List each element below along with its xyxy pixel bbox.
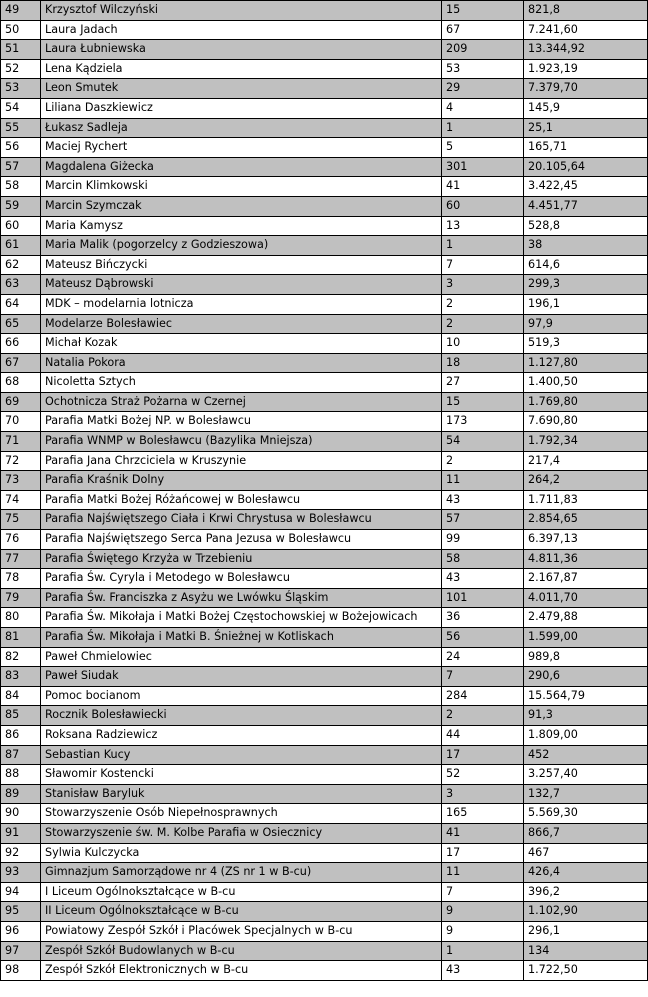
count-cell: 284 — [442, 686, 524, 706]
row-number-cell: 72 — [1, 451, 41, 471]
count-cell: 165 — [442, 804, 524, 824]
table-row — [1, 196, 648, 216]
name-cell: Leon Smutek — [41, 79, 442, 99]
name-cell: Parafia Św. Mikołaja i Matki B. Śnieżnej w Kotliskach — [41, 628, 442, 648]
name-cell: Marcin Szymczak — [41, 196, 442, 216]
name-cell: Nicoletta Sztych — [41, 373, 442, 393]
count-cell: 29 — [442, 79, 524, 99]
amount-cell: 426,4 — [524, 863, 648, 883]
name-cell: Parafia Najświętszego Ciała i Krwi Chrystusa w Bolesławcu — [41, 510, 442, 530]
count-cell: 17 — [442, 843, 524, 863]
count-cell: 43 — [442, 961, 524, 981]
table-row — [1, 941, 648, 961]
name-cell: Stanisław Baryluk — [41, 784, 442, 804]
count-cell: 52 — [442, 765, 524, 785]
name-cell: II Liceum Ogólnokształcące w B-cu — [41, 902, 442, 922]
row-number-cell: 92 — [1, 843, 41, 863]
table-row — [1, 902, 648, 922]
table-row — [1, 471, 648, 491]
count-cell: 7 — [442, 667, 524, 687]
table-row — [1, 510, 648, 530]
name-cell: Natalia Pokora — [41, 353, 442, 373]
name-cell: Laura Jadach — [41, 20, 442, 40]
count-cell: 99 — [442, 530, 524, 550]
amount-cell: 396,2 — [524, 882, 648, 902]
row-number-cell: 81 — [1, 628, 41, 648]
name-cell: Stowarzyszenie Osób Niepełnosprawnych — [41, 804, 442, 824]
name-cell: Łukasz Sadleja — [41, 118, 442, 138]
row-number-cell: 77 — [1, 549, 41, 569]
table-row — [1, 765, 648, 785]
row-number-cell: 94 — [1, 882, 41, 902]
name-cell: Parafia Św. Franciszka z Asyżu we Lwówku Śląskim — [41, 588, 442, 608]
count-cell: 1 — [442, 236, 524, 256]
table-row — [1, 843, 648, 863]
count-cell: 2 — [442, 314, 524, 334]
table-row — [1, 921, 648, 941]
row-number-cell: 58 — [1, 177, 41, 197]
row-number-cell: 66 — [1, 334, 41, 354]
count-cell: 7 — [442, 255, 524, 275]
name-cell: I Liceum Ogólnokształcące w B-cu — [41, 882, 442, 902]
count-cell: 3 — [442, 275, 524, 295]
count-cell: 58 — [442, 549, 524, 569]
table-row — [1, 451, 648, 471]
table-row — [1, 569, 648, 589]
name-cell: Mateusz Dąbrowski — [41, 275, 442, 295]
count-cell: 10 — [442, 334, 524, 354]
amount-cell: 989,8 — [524, 647, 648, 667]
table-row — [1, 353, 648, 373]
name-cell: Parafia Jana Chrzciciela w Kruszynie — [41, 451, 442, 471]
row-number-cell: 51 — [1, 40, 41, 60]
amount-cell: 91,3 — [524, 706, 648, 726]
count-cell: 15 — [442, 1, 524, 21]
name-cell: Sylwia Kulczycka — [41, 843, 442, 863]
count-cell: 1 — [442, 941, 524, 961]
table-row — [1, 784, 648, 804]
amount-cell: 38 — [524, 236, 648, 256]
amount-cell: 13.344,92 — [524, 40, 648, 60]
name-cell: Krzysztof Wilczyński — [41, 1, 442, 21]
amount-cell: 7.379,70 — [524, 79, 648, 99]
name-cell: Lena Kądziela — [41, 59, 442, 79]
name-cell: Ochotnicza Straż Pożarna w Czernej — [41, 392, 442, 412]
table-row — [1, 725, 648, 745]
table-row — [1, 118, 648, 138]
row-number-cell: 65 — [1, 314, 41, 334]
table-row — [1, 745, 648, 765]
row-number-cell: 55 — [1, 118, 41, 138]
count-cell: 54 — [442, 432, 524, 452]
name-cell: Parafia Św. Cyryla i Metodego w Bolesławcu — [41, 569, 442, 589]
table-row — [1, 647, 648, 667]
row-number-cell: 73 — [1, 471, 41, 491]
count-cell: 9 — [442, 902, 524, 922]
name-cell: Maria Malik (pogorzelcy z Godzieszowa) — [41, 236, 442, 256]
table-row — [1, 294, 648, 314]
count-cell: 11 — [442, 471, 524, 491]
amount-cell: 614,6 — [524, 255, 648, 275]
count-cell: 43 — [442, 490, 524, 510]
name-cell: Stowarzyszenie św. M. Kolbe Parafia w Osiecznicy — [41, 823, 442, 843]
amount-cell: 165,71 — [524, 138, 648, 158]
count-cell: 41 — [442, 177, 524, 197]
row-number-cell: 62 — [1, 255, 41, 275]
count-cell: 60 — [442, 196, 524, 216]
amount-cell: 97,9 — [524, 314, 648, 334]
row-number-cell: 60 — [1, 216, 41, 236]
count-cell: 209 — [442, 40, 524, 60]
count-cell: 2 — [442, 451, 524, 471]
amount-cell: 467 — [524, 843, 648, 863]
table-row — [1, 275, 648, 295]
count-cell: 9 — [442, 921, 524, 941]
count-cell: 5 — [442, 138, 524, 158]
count-cell: 11 — [442, 863, 524, 883]
row-number-cell: 84 — [1, 686, 41, 706]
row-number-cell: 67 — [1, 353, 41, 373]
count-cell: 17 — [442, 745, 524, 765]
name-cell: Paweł Siudak — [41, 667, 442, 687]
table-row — [1, 1, 648, 21]
amount-cell: 264,2 — [524, 471, 648, 491]
amount-cell: 528,8 — [524, 216, 648, 236]
table-row — [1, 98, 648, 118]
row-number-cell: 63 — [1, 275, 41, 295]
amount-cell: 20.105,64 — [524, 157, 648, 177]
name-cell: Sławomir Kostencki — [41, 765, 442, 785]
count-cell: 36 — [442, 608, 524, 628]
name-cell: Powiatowy Zespół Szkół i Placówek Specjalnych w B-cu — [41, 921, 442, 941]
name-cell: Parafia Świętego Krzyża w Trzebieniu — [41, 549, 442, 569]
name-cell: MDK – modelarnia lotnicza — [41, 294, 442, 314]
name-cell: Zespół Szkół Elektronicznych w B-cu — [41, 961, 442, 981]
name-cell: Parafia Matki Bożej Różańcowej w Bolesławcu — [41, 490, 442, 510]
amount-cell: 15.564,79 — [524, 686, 648, 706]
table-row — [1, 588, 648, 608]
row-number-cell: 74 — [1, 490, 41, 510]
amount-cell: 821,8 — [524, 1, 648, 21]
row-number-cell: 82 — [1, 647, 41, 667]
amount-cell: 6.397,13 — [524, 530, 648, 550]
amount-cell: 4.811,36 — [524, 549, 648, 569]
row-number-cell: 64 — [1, 294, 41, 314]
name-cell: Mateusz Bińczycki — [41, 255, 442, 275]
table-row — [1, 961, 648, 981]
table-row — [1, 79, 648, 99]
table-row — [1, 40, 648, 60]
count-cell: 15 — [442, 392, 524, 412]
count-cell: 44 — [442, 725, 524, 745]
amount-cell: 7.241,60 — [524, 20, 648, 40]
count-cell: 67 — [442, 20, 524, 40]
amount-cell: 1.792,34 — [524, 432, 648, 452]
amount-cell: 217,4 — [524, 451, 648, 471]
row-number-cell: 83 — [1, 667, 41, 687]
amount-cell: 1.722,50 — [524, 961, 648, 981]
count-cell: 27 — [442, 373, 524, 393]
table-row — [1, 667, 648, 687]
table-row — [1, 59, 648, 79]
name-cell: Roksana Radziewicz — [41, 725, 442, 745]
name-cell: Rocznik Bolesławiecki — [41, 706, 442, 726]
name-cell: Parafia Matki Bożej NP. w Bolesławcu — [41, 412, 442, 432]
amount-cell: 1.127,80 — [524, 353, 648, 373]
row-number-cell: 50 — [1, 20, 41, 40]
table-row — [1, 20, 648, 40]
row-number-cell: 52 — [1, 59, 41, 79]
table-row — [1, 863, 648, 883]
row-number-cell: 68 — [1, 373, 41, 393]
amount-cell: 3.257,40 — [524, 765, 648, 785]
row-number-cell: 59 — [1, 196, 41, 216]
count-cell: 41 — [442, 823, 524, 843]
table-row — [1, 314, 648, 334]
amount-cell: 4.011,70 — [524, 588, 648, 608]
row-number-cell: 57 — [1, 157, 41, 177]
amount-cell: 3.422,45 — [524, 177, 648, 197]
row-number-cell: 70 — [1, 412, 41, 432]
amount-cell: 1.923,19 — [524, 59, 648, 79]
row-number-cell: 54 — [1, 98, 41, 118]
amount-cell: 519,3 — [524, 334, 648, 354]
table-row — [1, 530, 648, 550]
row-number-cell: 91 — [1, 823, 41, 843]
row-number-cell: 80 — [1, 608, 41, 628]
name-cell: Modelarze Bolesławiec — [41, 314, 442, 334]
name-cell: Magdalena Giżecka — [41, 157, 442, 177]
table-row — [1, 373, 648, 393]
row-number-cell: 89 — [1, 784, 41, 804]
count-cell: 101 — [442, 588, 524, 608]
count-cell: 301 — [442, 157, 524, 177]
table-row — [1, 823, 648, 843]
amount-cell: 1.769,80 — [524, 392, 648, 412]
amount-cell: 5.569,30 — [524, 804, 648, 824]
row-number-cell: 95 — [1, 902, 41, 922]
amount-cell: 2.854,65 — [524, 510, 648, 530]
amount-cell: 1.102,90 — [524, 902, 648, 922]
table-row — [1, 882, 648, 902]
name-cell: Michał Kozak — [41, 334, 442, 354]
table-row — [1, 216, 648, 236]
amount-cell: 145,9 — [524, 98, 648, 118]
table-row — [1, 177, 648, 197]
row-number-cell: 79 — [1, 588, 41, 608]
row-number-cell: 97 — [1, 941, 41, 961]
name-cell: Sebastian Kucy — [41, 745, 442, 765]
row-number-cell: 71 — [1, 432, 41, 452]
table-row — [1, 157, 648, 177]
count-cell: 13 — [442, 216, 524, 236]
amount-cell: 25,1 — [524, 118, 648, 138]
count-cell: 2 — [442, 294, 524, 314]
row-number-cell: 96 — [1, 921, 41, 941]
table-row — [1, 138, 648, 158]
count-cell: 173 — [442, 412, 524, 432]
name-cell: Paweł Chmielowiec — [41, 647, 442, 667]
row-number-cell: 78 — [1, 569, 41, 589]
row-number-cell: 98 — [1, 961, 41, 981]
amount-cell: 290,6 — [524, 667, 648, 687]
row-number-cell: 69 — [1, 392, 41, 412]
amount-cell: 296,1 — [524, 921, 648, 941]
amount-cell: 1.599,00 — [524, 628, 648, 648]
name-cell: Zespół Szkół Budowlanych w B-cu — [41, 941, 442, 961]
name-cell: Maria Kamysz — [41, 216, 442, 236]
table-row — [1, 686, 648, 706]
amount-cell: 4.451,77 — [524, 196, 648, 216]
table-row — [1, 706, 648, 726]
count-cell: 18 — [442, 353, 524, 373]
name-cell: Parafia Kraśnik Dolny — [41, 471, 442, 491]
count-cell: 57 — [442, 510, 524, 530]
table-row — [1, 236, 648, 256]
amount-cell: 452 — [524, 745, 648, 765]
row-number-cell: 49 — [1, 1, 41, 21]
name-cell: Laura Łubniewska — [41, 40, 442, 60]
name-cell: Maciej Rychert — [41, 138, 442, 158]
count-cell: 56 — [442, 628, 524, 648]
row-number-cell: 76 — [1, 530, 41, 550]
row-number-cell: 85 — [1, 706, 41, 726]
table-body — [1, 1, 648, 981]
amount-cell: 7.690,80 — [524, 412, 648, 432]
table-row — [1, 432, 648, 452]
table-row — [1, 549, 648, 569]
amount-cell: 2.167,87 — [524, 569, 648, 589]
amount-cell: 1.400,50 — [524, 373, 648, 393]
row-number-cell: 53 — [1, 79, 41, 99]
amount-cell: 2.479,88 — [524, 608, 648, 628]
name-cell: Liliana Daszkiewicz — [41, 98, 442, 118]
count-cell: 2 — [442, 706, 524, 726]
table-row — [1, 490, 648, 510]
amount-cell: 866,7 — [524, 823, 648, 843]
count-cell: 3 — [442, 784, 524, 804]
count-cell: 24 — [442, 647, 524, 667]
count-cell: 53 — [442, 59, 524, 79]
table-row — [1, 628, 648, 648]
name-cell: Gimnazjum Samorządowe nr 4 (ZS nr 1 w B-cu) — [41, 863, 442, 883]
table-row — [1, 255, 648, 275]
row-number-cell: 75 — [1, 510, 41, 530]
row-number-cell: 87 — [1, 745, 41, 765]
table-row — [1, 392, 648, 412]
row-number-cell: 61 — [1, 236, 41, 256]
name-cell: Parafia Św. Mikołaja i Matki Bożej Częstochowskiej w Bożejowicach — [41, 608, 442, 628]
count-cell: 4 — [442, 98, 524, 118]
name-cell: Pomoc bocianom — [41, 686, 442, 706]
row-number-cell: 88 — [1, 765, 41, 785]
table-row — [1, 608, 648, 628]
amount-cell: 134 — [524, 941, 648, 961]
amount-cell: 1.809,00 — [524, 725, 648, 745]
amount-cell: 132,7 — [524, 784, 648, 804]
row-number-cell: 86 — [1, 725, 41, 745]
amount-cell: 196,1 — [524, 294, 648, 314]
name-cell: Marcin Klimkowski — [41, 177, 442, 197]
table-row — [1, 334, 648, 354]
table-row — [1, 804, 648, 824]
name-cell: Parafia WNMP w Bolesławcu (Bazylika Mniejsza) — [41, 432, 442, 452]
table-row — [1, 412, 648, 432]
name-cell: Parafia Najświętszego Serca Pana Jezusa w Bolesławcu — [41, 530, 442, 550]
row-number-cell: 56 — [1, 138, 41, 158]
row-number-cell: 93 — [1, 863, 41, 883]
row-number-cell: 90 — [1, 804, 41, 824]
count-cell: 1 — [442, 118, 524, 138]
count-cell: 7 — [442, 882, 524, 902]
amount-cell: 1.711,83 — [524, 490, 648, 510]
count-cell: 43 — [442, 569, 524, 589]
amount-cell: 299,3 — [524, 275, 648, 295]
